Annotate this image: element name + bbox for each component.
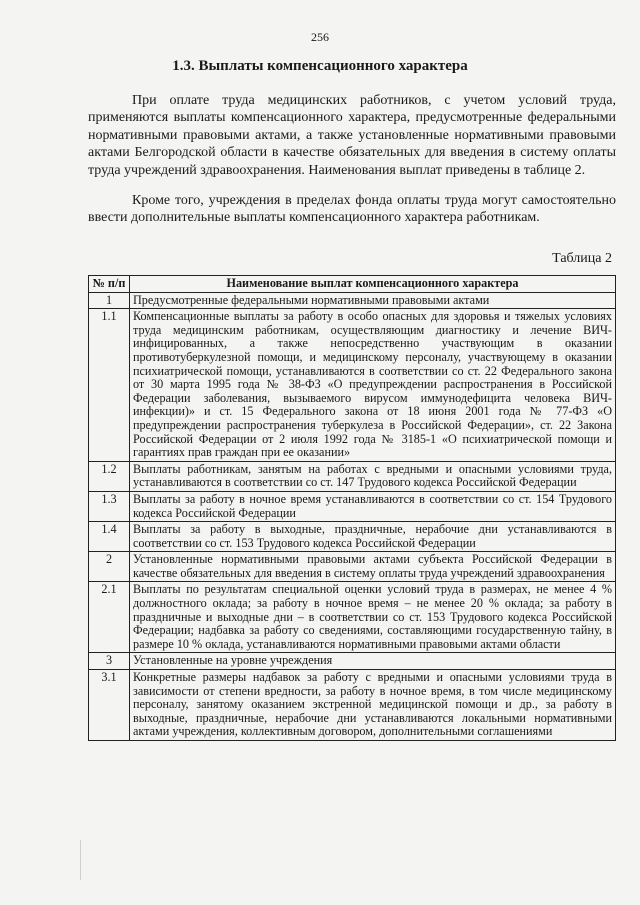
row-name: Компенсационные выплаты за работу в особо опасных для здоровья и тяжелых условиях труда медицинским работникам, осуществляющим диагностику и лечение ВИЧ-инфицированных, а также непосредственно участвующим в оказании противотуберкулезной помощи, и медицинскому персоналу, участвующему в оказании психиатрической помощи, устанавливаются в соответствии со ст. 22 Федерального закона от 30 марта 1995 года № 38-ФЗ «О предупреждении распространения в Российской Федерации заболевания, вызываемого вирусом иммунодефицита человека ВИЧ-инфекции)» и ст. 15 Федерального закона от 18 июня 2001 года № 77-ФЗ «О предупреждении распространения туберкулеза в Российской Федерации», ст. 22 Закона Российской Федерации от 2 июля 1992 года № 3185-1 «О психиатрической помощи и гарантиях прав граждан при ее оказании»	[130, 309, 616, 462]
compensation-payments-table	[88, 275, 616, 741]
row-number: 1.4	[89, 522, 130, 552]
row-name: Выплаты по результатам специальной оценки условий труда в размерах, не менее 4 % должностного оклада; за работу в ночное время – не менее 20 % оклада; за работу в праздничные и выходные дни – в соответствии со ст. 153 Трудового кодекса Российской Федерации; надбавка за работу со сведениями, составляющими государственную тайну, в размере 10 % оклада, устанавливаются нормативными правовыми актами области	[130, 582, 616, 653]
scan-margin-line	[80, 840, 81, 880]
row-number: 1.3	[89, 491, 130, 521]
section-title: 1.3. Выплаты компенсационного характера	[172, 58, 468, 74]
paragraph-text: Кроме того, учреждения в пределах фонда оплаты труда могут самостоятельно ввести дополнительные выплаты компенсационного характера работникам.	[88, 193, 616, 226]
paragraph-text: При оплате труда медицинских работников, с учетом условий труда, применяются выплаты компенсационного характера, предусмотренные федеральными нормативными правовыми актами, а также установленные нормативными правовыми актами Белгородской области в качестве обязательных для введения в систему оплаты труда учреждений здравоохранения. Наименования выплат приведены в таблице 2.	[88, 93, 616, 178]
row-name: Установленные на уровне учреждения	[130, 653, 616, 670]
table-row	[89, 653, 616, 670]
table-label: Таблица 2	[552, 251, 612, 266]
row-name: Установленные нормативными правовыми актами субъекта Российской Федерации в качестве обязательных для введения в систему оплаты труда учреждений здравоохранения	[130, 552, 616, 582]
row-name: Выплаты за работу в выходные, праздничные, нерабочие дни устанавливаются в соответствии со ст. 153 Трудового кодекса Российской Федерации	[130, 522, 616, 552]
table-row	[89, 461, 616, 491]
row-number: 3	[89, 653, 130, 670]
row-name: Конкретные размеры надбавок за работу с вредными и опасными условиями труда в зависимости от степени вредности, за работу в ночное время, в том числе медицинскому персоналу, занятому оказанием экстренной медицинской помощи и др., за работу в выходные, праздничные, нерабочие дни устанавливаются локальными нормативными актами учреждения, коллективным договором, дополнительными соглашениями	[130, 670, 616, 741]
page-number: 256	[311, 30, 329, 44]
paragraph-1	[88, 92, 616, 179]
row-number: 3.1	[89, 670, 130, 741]
header-name: Наименование выплат компенсационного характера	[130, 276, 616, 293]
table-body	[89, 292, 616, 740]
header-number: № п/п	[89, 276, 130, 293]
row-number: 1.1	[89, 309, 130, 462]
table-row	[89, 522, 616, 552]
table-row	[89, 670, 616, 741]
table-row	[89, 552, 616, 582]
row-number: 1.2	[89, 461, 130, 491]
paragraph-2	[88, 192, 616, 227]
row-name: Выплаты работникам, занятым на работах с вредными и опасными условиями труда, устанавливаются в соответствии со ст. 147 Трудового кодекса Российской Федерации	[130, 461, 616, 491]
table-row	[89, 582, 616, 653]
row-number: 1	[89, 292, 130, 309]
table-row	[89, 309, 616, 462]
row-number: 2.1	[89, 582, 130, 653]
table-row	[89, 292, 616, 309]
row-number: 2	[89, 552, 130, 582]
table-header-row	[89, 276, 616, 293]
row-name: Выплаты за работу в ночное время устанавливаются в соответствии со ст. 154 Трудового кодекса Российской Федерации	[130, 491, 616, 521]
table-row	[89, 491, 616, 521]
row-name: Предусмотренные федеральными нормативными правовыми актами	[130, 292, 616, 309]
